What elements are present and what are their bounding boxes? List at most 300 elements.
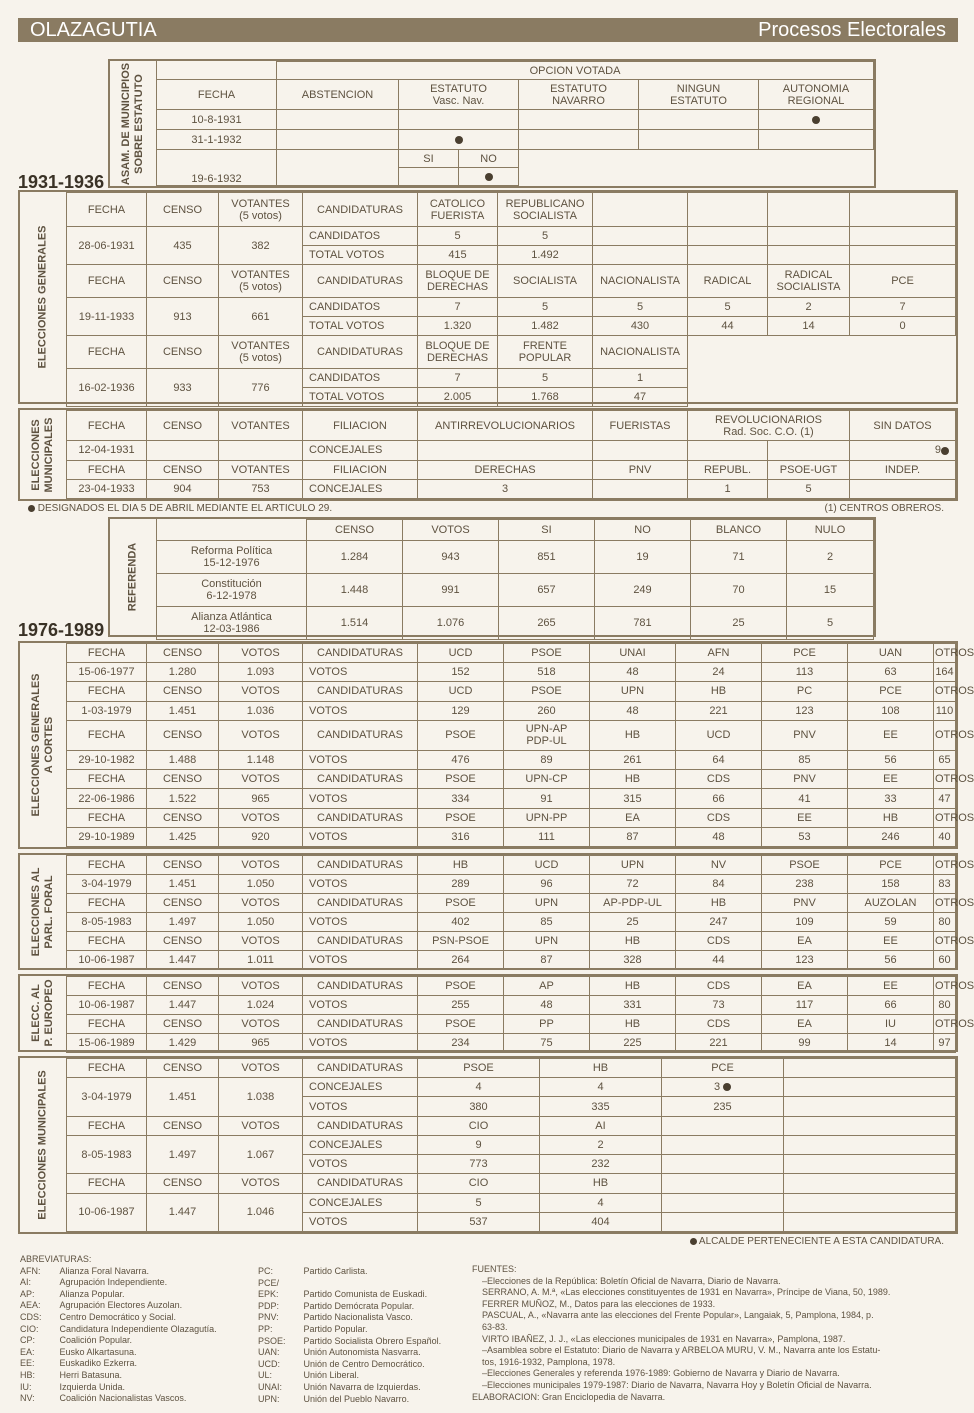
abbr-list-2 [258, 1266, 445, 1405]
row-label: VOTOS [303, 1155, 418, 1174]
value-cell: 264 [418, 951, 504, 970]
hdr-psoe-ugt: PSOE-UGT [768, 460, 850, 479]
empty-cell [784, 1078, 956, 1097]
value-cell: 63 [848, 663, 934, 682]
hdr-votantes: VOTANTES (5 votos) [219, 336, 303, 369]
header-row [67, 682, 956, 701]
value-cell: 3 [418, 479, 593, 498]
referenda-side-label: REFERENDA [110, 519, 157, 635]
empty-cell [784, 1193, 956, 1212]
party-header: UAN [848, 644, 934, 663]
table-row [67, 875, 956, 894]
party-header: OTROS [934, 977, 956, 996]
referenda-block [108, 517, 876, 637]
value-cell: 87 [590, 827, 676, 846]
votantes-cell: 382 [219, 227, 303, 265]
abbr-desc: Coalición Nacionalistas Vascos. [59, 1393, 187, 1404]
value-cell: 225 [590, 1034, 676, 1053]
party-header: PSOE [504, 682, 590, 701]
abbr-desc: Euskadiko Ezkerra. [59, 1358, 138, 1369]
value-cell: 781 [595, 607, 691, 640]
value-cell: 65 [934, 751, 956, 770]
votos-cell: 1.148 [219, 751, 303, 770]
party-header: HB [676, 894, 762, 913]
hdr-republ: REPUBL. [688, 460, 768, 479]
fuente-line: –Elecciones de la República: Boletín Oficial de Navarra, Diario de Navarra. [482, 1275, 781, 1286]
header-row [67, 1116, 956, 1135]
hdr-candidaturas: CANDIDATURAS [303, 193, 418, 227]
hdr-censo: CENSO [147, 977, 219, 996]
party-header: SOCIALISTA [498, 265, 593, 298]
party-header: NACIONALISTA [593, 336, 688, 369]
value-cell: 1.320 [418, 317, 498, 336]
hdr-fecha: FECHA [67, 720, 147, 750]
hdr-votos: VOTOS [219, 977, 303, 996]
hdr-fecha: FECHA [67, 808, 147, 827]
hdr-candidaturas: CANDIDATURAS [303, 932, 418, 951]
value-cell: 476 [418, 751, 504, 770]
value-cell: 537 [418, 1212, 540, 1231]
value-cell: 117 [762, 996, 848, 1015]
date-cell: 16-02-1936 [67, 369, 147, 407]
party-header: UPN [590, 856, 676, 875]
value-cell: 47 [593, 388, 688, 407]
party-header: EA [762, 1015, 848, 1034]
value-cell: 56 [848, 751, 934, 770]
hdr-candidaturas: CANDIDATURAS [303, 977, 418, 996]
value-cell: 0 [850, 317, 956, 336]
party-header: HB [590, 1015, 676, 1034]
abbr-desc: Unión Liberal. [303, 1370, 360, 1381]
hdr-votos: VOTOS [219, 1174, 303, 1193]
censo-cell: 1.447 [147, 951, 219, 970]
empty-cell [662, 1212, 784, 1231]
abbr-code: UNAI: [258, 1381, 283, 1392]
row-label: TOTAL VOTOS [303, 388, 418, 407]
value-cell: 232 [540, 1155, 662, 1174]
value-cell: 657 [499, 574, 595, 607]
value-cell: 404 [540, 1212, 662, 1231]
abbr-item [20, 1300, 221, 1312]
alcalde-note: ALCALDE PERTENECIENTE A ESTA CANDIDATURA. [690, 1236, 944, 1247]
sin-datos-value: 9 [850, 441, 956, 460]
value-cell: 48 [504, 996, 590, 1015]
abbr-code: CIO: [20, 1323, 39, 1334]
referendum-label: Reforma Política 15-12-1976 [157, 541, 307, 574]
hdr-fecha: FECHA [67, 682, 147, 701]
value-cell: 334 [418, 789, 504, 808]
value-cell: 5 [498, 369, 593, 388]
party-header: UCD [504, 856, 590, 875]
row-label: CANDIDATOS [303, 227, 418, 246]
hdr-candidaturas: CANDIDATURAS [303, 808, 418, 827]
referendum-label: Constitución 6-12-1978 [157, 574, 307, 607]
value-cell: 1.514 [307, 607, 403, 640]
hdr-votos: VOTOS [219, 770, 303, 789]
abbr-list-1 [20, 1266, 221, 1405]
value-cell: 1.482 [498, 317, 593, 336]
row-label: TOTAL VOTOS [303, 246, 418, 265]
party-header: CDS [676, 1015, 762, 1034]
abbr-item [20, 1358, 221, 1370]
table-row [67, 789, 956, 808]
empty-cell [784, 1155, 956, 1174]
hdr-censo: CENSO [147, 411, 219, 441]
value-cell: 221 [676, 701, 762, 720]
value-cell: 25 [691, 607, 787, 640]
value-cell: 1 [593, 369, 688, 388]
date-cell: 29-10-1989 [67, 827, 147, 846]
munis-side-label: ELECCIONES MUNICIPALES [20, 1058, 67, 1232]
value-cell: 44 [676, 951, 762, 970]
value-cell: 109 [762, 913, 848, 932]
party-header: HB [540, 1174, 662, 1193]
row-label: VOTOS [303, 701, 418, 720]
header-row [67, 770, 956, 789]
party-header: UCD [676, 720, 762, 750]
value-cell: 19 [595, 541, 691, 574]
hdr-censo: CENSO [147, 336, 219, 369]
abbr-desc: Eusko Alkartasuna. [59, 1346, 137, 1357]
table-row [67, 996, 956, 1015]
row-label: VOTOS [303, 875, 418, 894]
value-cell: 91 [504, 789, 590, 808]
hdr-si: SI [499, 520, 595, 541]
fuente-line: 63-83. [482, 1321, 508, 1332]
value-cell: 265 [499, 607, 595, 640]
hdr-censo: CENSO [147, 460, 219, 479]
statuto-table [156, 61, 874, 186]
hdr-votos: VOTOS [403, 520, 499, 541]
hdr-censo: CENSO [147, 1174, 219, 1193]
value-cell: 221 [676, 1034, 762, 1053]
value-cell: 123 [762, 701, 848, 720]
censo-cell: 1.451 [147, 701, 219, 720]
abbr-code: AFN: [20, 1265, 41, 1276]
party-header: CDS [676, 977, 762, 996]
row-label: CONCEJALES [303, 1193, 418, 1212]
value-cell: 5 [688, 298, 768, 317]
value-cell: 235 [662, 1097, 784, 1116]
hdr-candidaturas: CANDIDATURAS [303, 770, 418, 789]
party-header: BLOQUE DE DERECHAS [418, 336, 498, 369]
empty-cell [784, 1212, 956, 1231]
value-cell: 261 [590, 751, 676, 770]
abbr-item [20, 1266, 221, 1278]
hdr-censo: CENSO [147, 770, 219, 789]
hdr-censo: CENSO [307, 520, 403, 541]
abbr-code: PNV: [258, 1312, 279, 1323]
fuente-line: VIRTO IBAÑEZ, J. J., «Las elecciones municipales de 1931 en Navarra», Pamplona, 1987. [482, 1333, 846, 1344]
party-header: PSOE [504, 644, 590, 663]
value-cell: 111 [504, 827, 590, 846]
party-header: EA [590, 808, 676, 827]
value-cell: 234 [418, 1034, 504, 1053]
votantes-cell: 753 [219, 479, 303, 498]
party-header: OTROS [934, 644, 956, 663]
value-cell: 14 [848, 1034, 934, 1053]
value-cell: 41 [762, 789, 848, 808]
votos-cell: 1.036 [219, 701, 303, 720]
value-cell: 328 [590, 951, 676, 970]
hdr-fecha: FECHA [67, 460, 147, 479]
empty-cell [784, 1116, 956, 1135]
hdr-candidaturas: CANDIDATURAS [303, 336, 418, 369]
hdr-votos: VOTOS [219, 644, 303, 663]
abbr-item [20, 1289, 221, 1301]
party-header: PNV [762, 894, 848, 913]
row-label: VOTOS [303, 789, 418, 808]
fuentes-title: FUENTES: [472, 1264, 517, 1274]
row-label: CONCEJALES [303, 479, 418, 498]
row-label: VOTOS [303, 751, 418, 770]
votantes-cell: 776 [219, 369, 303, 407]
party-header: PCE [762, 644, 848, 663]
value-cell: 80 [934, 913, 956, 932]
party-header: NV [676, 856, 762, 875]
value-cell: 1.492 [498, 246, 593, 265]
value-cell: 5 [418, 1193, 540, 1212]
value-cell: 7 [850, 298, 956, 317]
value-cell: 5 [498, 227, 593, 246]
hdr-fecha: FECHA [67, 1059, 147, 1078]
value-cell: 53 [762, 827, 848, 846]
header-row [67, 856, 956, 875]
party-header: IU [848, 1015, 934, 1034]
row-label: CONCEJALES [303, 1135, 418, 1154]
party-header: OTROS [934, 1015, 956, 1034]
referendum-label: Alianza Atlántica 12-03-1986 [157, 607, 307, 640]
party-header: PSOE [418, 1015, 504, 1034]
party-header: AP [504, 977, 590, 996]
row-label: CANDIDATOS [303, 298, 418, 317]
abbr-desc: Alianza Popular. [59, 1288, 125, 1299]
hdr-censo: CENSO [147, 856, 219, 875]
abbr-item [258, 1312, 445, 1324]
abbr-desc: Agrupación Electores Auzolan. [59, 1300, 183, 1311]
row-label: VOTOS [303, 827, 418, 846]
date-cell: 12-04-1931 [67, 441, 147, 460]
abbr-desc: Coalición Popular. [59, 1335, 133, 1346]
party-header: EA [762, 977, 848, 996]
hdr-pnv: PNV [593, 460, 688, 479]
munis-table [66, 1058, 956, 1232]
value-cell: 129 [418, 701, 504, 720]
abbr-code: CP: [20, 1335, 36, 1346]
party-header: UCD [418, 644, 504, 663]
value-cell: 89 [504, 751, 590, 770]
party-header: EE [848, 932, 934, 951]
party-header: HB [590, 977, 676, 996]
party-header: PSOE [418, 1059, 540, 1078]
europeo-block [18, 974, 974, 1052]
table-row [67, 1034, 956, 1053]
value-cell: 773 [418, 1155, 540, 1174]
value-cell: 83 [934, 875, 956, 894]
value-cell: 33 [848, 789, 934, 808]
censo-cell: 1.451 [147, 875, 219, 894]
value-cell: 110 [934, 701, 956, 720]
header-row [67, 808, 956, 827]
party-header: HB [590, 720, 676, 750]
party-header: PC [762, 682, 848, 701]
value-cell: 4 [540, 1193, 662, 1212]
abbr-title: ABREVIATURAS: [20, 1254, 92, 1264]
censo-cell: 435 [147, 227, 219, 265]
row-label: CONCEJALES [303, 1078, 418, 1097]
party-header: NACIONALISTA [593, 265, 688, 298]
abbr-item [258, 1382, 445, 1394]
party-header: AI [540, 1116, 662, 1135]
date-cell: 8-05-1983 [67, 913, 147, 932]
value-cell: 246 [848, 827, 934, 846]
era-label-1931: 1931-1936 [18, 172, 105, 192]
value-cell: 44 [688, 317, 768, 336]
abbr-code: EE: [20, 1358, 35, 1369]
abbr-code: PSOE: [258, 1335, 286, 1346]
header-row [67, 932, 956, 951]
party-header: HB [418, 856, 504, 875]
party-header: RADICAL SOCIALISTA [768, 265, 850, 298]
party-header: UPN-PP [504, 808, 590, 827]
header-row [67, 1015, 956, 1034]
hdr-fecha: FECHA [67, 644, 147, 663]
table-row [67, 827, 956, 846]
row-label: VOTOS [303, 1097, 418, 1116]
header-row [67, 894, 956, 913]
party-header: EE [848, 720, 934, 750]
empty-cell [784, 1097, 956, 1116]
date-cell: 3-04-1979 [67, 1078, 147, 1116]
value-cell: 3 [662, 1078, 784, 1097]
value-cell: 1.284 [307, 541, 403, 574]
value-cell: 2 [787, 541, 874, 574]
date-cell: 31-1-1932 [157, 130, 277, 150]
hdr-fecha: FECHA [67, 894, 147, 913]
hdr-censo: CENSO [147, 682, 219, 701]
date-cell: 23-04-1933 [67, 479, 147, 498]
europeo-table [66, 976, 974, 1053]
party-header: BLOQUE DE DERECHAS [418, 265, 498, 298]
value-cell: 66 [848, 996, 934, 1015]
table-row [67, 951, 956, 970]
hdr-fecha: FECHA [67, 265, 147, 298]
party-header: PCE [848, 856, 934, 875]
empty-cell [662, 1193, 784, 1212]
hdr-candidaturas: CANDIDATURAS [303, 1116, 418, 1135]
hdr-censo: CENSO [147, 894, 219, 913]
value-cell: 335 [540, 1097, 662, 1116]
party-header: OTROS [934, 720, 956, 750]
value-cell: 48 [590, 663, 676, 682]
vote-dot [459, 168, 519, 186]
party-header: PSOE [418, 894, 504, 913]
value-cell: 123 [762, 951, 848, 970]
hdr-votantes: VOTANTES (5 votos) [219, 193, 303, 227]
foral-table [66, 855, 974, 970]
hdr-votos: VOTOS [219, 894, 303, 913]
hdr-votos: VOTOS [219, 856, 303, 875]
votos-cell: 920 [219, 827, 303, 846]
value-cell: 7 [418, 298, 498, 317]
date-cell: 15-06-1977 [67, 663, 147, 682]
hdr-antirrevolucionarios: ANTIRREVOLUCIONARIOS [418, 411, 593, 441]
value-cell: 56 [848, 951, 934, 970]
votos-cell: 1.024 [219, 996, 303, 1015]
abbr-desc: Partido Comunista de Euskadi. [303, 1289, 428, 1300]
date-cell: 8-05-1983 [67, 1135, 147, 1173]
value-cell: 80 [934, 996, 956, 1015]
value-cell: 255 [418, 996, 504, 1015]
party-header: PSOE [418, 720, 504, 750]
party-header: CIO [418, 1174, 540, 1193]
hdr-candidaturas: CANDIDATURAS [303, 265, 418, 298]
value-cell: 47 [934, 789, 956, 808]
table-row [67, 1078, 956, 1097]
value-cell: 402 [418, 913, 504, 932]
hdr-censo: CENSO [147, 265, 219, 298]
abbr-desc: Izquierda Unida. [59, 1381, 126, 1392]
abbr-item [20, 1324, 221, 1336]
table-row [67, 663, 956, 682]
abbr-item [258, 1324, 445, 1336]
party-header: CIO [418, 1116, 540, 1135]
value-cell: 316 [418, 827, 504, 846]
col-ningun: NINGUN ESTATUTO [639, 80, 759, 110]
votos-cell: 1.050 [219, 913, 303, 932]
hdr-candidaturas: CANDIDATURAS [303, 682, 418, 701]
party-header: OTROS [934, 682, 956, 701]
abbr-item [258, 1347, 445, 1359]
date-cell: 10-06-1987 [67, 951, 147, 970]
party-header: OTROS [934, 894, 956, 913]
value-cell: 315 [590, 789, 676, 808]
party-header: PP [504, 1015, 590, 1034]
hdr-candidaturas: CANDIDATURAS [303, 644, 418, 663]
value-cell: 85 [762, 751, 848, 770]
hdr-votos: VOTOS [219, 1116, 303, 1135]
party-header: OTROS [934, 856, 956, 875]
abbr-code: PP: [258, 1323, 273, 1334]
value-cell: 289 [418, 875, 504, 894]
party-header: UNAI [590, 644, 676, 663]
fuente-line: –Elecciones municipales 1979-1987: Diario de Navarra, Navarra Hoy y Boletín Oficial de Navarra. [482, 1379, 872, 1390]
hdr-censo: CENSO [147, 193, 219, 227]
value-cell: 158 [848, 875, 934, 894]
value-cell: 518 [504, 663, 590, 682]
party-header: UPN [504, 894, 590, 913]
empty-cell [784, 1059, 956, 1078]
hdr-votos: VOTOS [219, 720, 303, 750]
table-row [67, 913, 956, 932]
date-cell: 1-03-1979 [67, 701, 147, 720]
fuente-line: SERRANO, A. M.ª, «Las elecciones constituyentes de 1931 en Navarra», Príncipe de Viana, 50, 1989. [482, 1287, 891, 1298]
date-cell: 28-06-1931 [67, 227, 147, 265]
col-fecha: FECHA [157, 80, 277, 110]
col-estatuto-navarro: ESTATUTO NAVARRO [519, 80, 639, 110]
value-cell: 5 [768, 479, 850, 498]
value-cell: 73 [676, 996, 762, 1015]
value-cell: 48 [676, 827, 762, 846]
fuente-line: –Elecciones Generales y referenda 1976-1989: Gobierno de Navarra y Diario de Navarra. [482, 1368, 840, 1379]
value-cell: 72 [590, 875, 676, 894]
party-header: CATOLICO FUERISTA [418, 193, 498, 227]
hdr-censo: CENSO [147, 720, 219, 750]
party-header: PNV [762, 770, 848, 789]
party-header: HB [590, 932, 676, 951]
generales-1931-table [66, 192, 956, 407]
value-cell: 60 [934, 951, 956, 970]
